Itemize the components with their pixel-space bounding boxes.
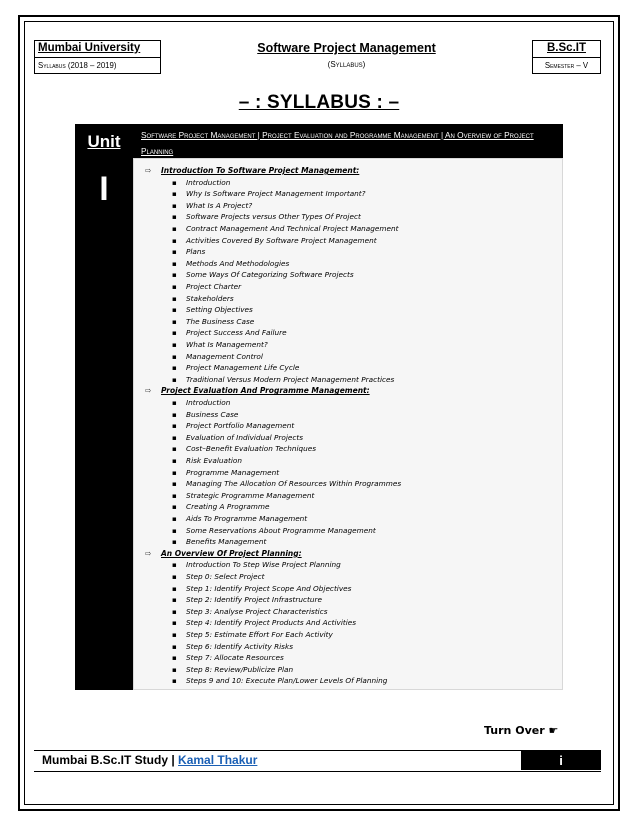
list-item-text: What Is A Project?	[186, 200, 253, 210]
list-item	[172, 294, 234, 303]
bullet-icon: ▪	[172, 619, 177, 628]
turn-over-label	[484, 724, 558, 737]
bullet-icon: ▪	[172, 665, 177, 674]
bullet-icon: ▪	[172, 329, 177, 338]
list-item	[172, 479, 401, 488]
bullet-icon: ▪	[172, 631, 177, 639]
list-item	[172, 398, 230, 407]
bullet-icon: ▪	[172, 480, 177, 489]
bullet-icon: ▪	[172, 341, 177, 349]
list-item-text: Steps 9 and 10: Execute Plan/Lower Levels Of Planning	[186, 676, 388, 686]
list-item-text: Introduction To Step Wise Project Planning	[186, 560, 341, 570]
section-title: Introduction To Software Project Management:	[161, 166, 360, 175]
bullet-icon: ▪	[172, 561, 177, 570]
arrow-icon: ⇨	[145, 386, 152, 396]
list-item	[172, 363, 299, 372]
list-item-text: Some Ways Of Categorizing Software Projects	[186, 270, 354, 280]
bullet-icon: ▪	[172, 433, 177, 442]
list-item	[172, 618, 356, 627]
list-item	[172, 247, 205, 256]
list-item-text: Managing The Allocation Of Resources Within Programmes	[186, 479, 402, 489]
author-link[interactable]: Kamal Thakur	[178, 753, 258, 767]
list-item	[172, 236, 377, 245]
list-item-text: Traditional Versus Modern Project Management Practices	[186, 374, 395, 384]
list-item-text: Why Is Software Project Management Important?	[186, 189, 366, 199]
list-item	[172, 491, 314, 500]
list-item-text: The Business Case	[186, 316, 255, 326]
list-item-text: Risk Evaluation	[186, 456, 242, 465]
footer-credit	[42, 753, 257, 767]
footer-site: Mumbai B.Sc.IT Study |	[42, 753, 175, 767]
bullet-icon: ▪	[172, 375, 177, 384]
list-item	[172, 468, 279, 477]
bullet-icon: ▪	[172, 225, 177, 233]
list-item-text: Activities Covered By Software Project Management	[186, 235, 377, 245]
bullet-icon: ▪	[172, 248, 177, 257]
section-heading	[145, 166, 359, 175]
list-item	[172, 642, 293, 651]
arrow-icon: ⇨	[145, 166, 152, 175]
list-item	[172, 375, 394, 384]
list-item	[172, 433, 303, 442]
list-item-text: What Is Management?	[186, 340, 268, 349]
syllabus-year: Syllabus (2018 – 2019)	[38, 61, 117, 70]
list-item-text: Some Reservations About Programme Management	[186, 525, 376, 535]
unit-title: Software Project Management | Project Evaluation and Programme Management | An Overview of Project Planning	[141, 130, 534, 156]
bullet-icon: ▪	[172, 457, 177, 465]
list-item	[172, 201, 252, 210]
list-item-text: Step 6: Identify Activity Risks	[186, 641, 294, 651]
bullet-icon: ▪	[172, 236, 177, 245]
list-item-text: Step 4: Identify Project Products And Activities	[186, 618, 357, 628]
list-item	[172, 584, 351, 593]
footer	[34, 750, 601, 772]
list-item-text: Strategic Programme Management	[186, 490, 315, 500]
list-item	[172, 456, 242, 465]
section-heading	[145, 549, 302, 558]
university-name: Mumbai University	[34, 40, 161, 58]
list-item	[172, 212, 361, 221]
list-item	[172, 305, 253, 314]
list-item-text: Benefits Management	[186, 537, 267, 547]
subject-title: Software Project Management	[257, 41, 436, 55]
header-left	[34, 40, 161, 74]
bullet-icon: ▪	[172, 306, 177, 315]
bullet-icon: ▪	[172, 294, 177, 303]
header-center	[161, 40, 532, 74]
list-item	[172, 526, 376, 535]
bullet-icon: ▪	[172, 259, 177, 268]
list-item	[172, 189, 366, 198]
list-item-text: Step 3: Analyse Project Characteristics	[186, 606, 328, 616]
bullet-icon: ▪	[172, 422, 177, 431]
list-item-text: Step 5: Estimate Effort For Each Activity	[186, 630, 333, 639]
list-item	[172, 514, 307, 523]
bullet-icon: ▪	[172, 654, 177, 663]
list-item-text: Software Projects versus Other Types Of Project	[186, 212, 361, 222]
list-item-text: Aids To Programme Management	[186, 514, 308, 523]
bullet-icon: ▪	[172, 596, 177, 605]
list-item-text: Management Control	[186, 351, 263, 361]
header-right	[532, 40, 601, 74]
arrow-icon: ⇨	[145, 548, 152, 558]
bullet-icon: ▪	[172, 201, 177, 210]
list-item	[172, 502, 270, 511]
list-item-text: Step 7: Allocate Resources	[186, 653, 284, 663]
list-item	[172, 607, 328, 616]
list-item	[172, 572, 264, 581]
bullet-icon: ▪	[172, 538, 177, 547]
bullet-icon: ▪	[172, 642, 177, 651]
unit-number: I	[99, 170, 109, 208]
list-item-text: Step 8: Review/Publicize Plan	[186, 664, 294, 674]
list-item-text: Programme Management	[186, 467, 280, 477]
list-item	[172, 630, 333, 639]
bullet-icon: ▪	[172, 445, 177, 454]
semester-label: Semester – V	[544, 61, 589, 70]
list-item	[172, 410, 238, 419]
list-item-text: Project Management Life Cycle	[186, 363, 300, 373]
list-item-text: Step 2: Identify Project Infrastructure	[186, 595, 323, 605]
bullet-icon: ▪	[172, 317, 177, 326]
list-item-text: Stakeholders	[186, 293, 234, 303]
list-item	[172, 224, 398, 233]
list-item-text: Creating A Programme	[186, 502, 270, 512]
section-title: Project Evaluation And Programme Management:	[161, 386, 370, 396]
list-item	[172, 259, 289, 268]
turn-over-text: Turn Over	[484, 724, 545, 737]
bullet-icon: ▪	[172, 503, 177, 512]
list-item-text: Introduction	[186, 177, 231, 187]
bullet-icon: ▪	[172, 190, 177, 199]
list-item-text: Setting Objectives	[186, 305, 253, 315]
section-heading	[145, 386, 370, 395]
page-title: – : SYLLABUS : –	[238, 92, 400, 113]
list-item	[172, 317, 254, 326]
bullet-icon: ▪	[172, 607, 177, 616]
unit-label: Unit	[87, 132, 121, 151]
list-item-text: Project Success And Failure	[186, 328, 287, 338]
bullet-icon: ▪	[172, 352, 177, 361]
list-item	[172, 595, 322, 604]
list-item	[172, 282, 241, 291]
list-item	[172, 653, 284, 662]
list-item	[172, 421, 294, 430]
list-item	[172, 270, 354, 279]
list-item	[172, 340, 268, 349]
list-item	[172, 665, 293, 674]
pointing-hand-icon: ☛	[548, 724, 559, 737]
list-item-text: Cost–Benefit Evaluation Techniques	[186, 444, 317, 454]
section-title: An Overview Of Project Planning:	[161, 548, 302, 558]
bullet-icon: ▪	[172, 573, 177, 581]
list-item-text: Contract Management And Technical Project Management	[186, 224, 399, 233]
list-item	[172, 537, 266, 546]
bullet-icon: ▪	[172, 213, 177, 222]
list-item	[172, 560, 341, 569]
list-item-text: Evaluation of Individual Projects	[186, 432, 304, 442]
bullet-icon: ▪	[172, 410, 177, 419]
course-name: B.Sc.IT	[532, 40, 601, 58]
subject-subtitle: (Syllabus)	[327, 60, 366, 69]
list-item	[172, 352, 263, 361]
bullet-icon: ▪	[172, 271, 177, 280]
bullet-icon: ▪	[172, 178, 177, 187]
bullet-icon: ▪	[172, 283, 177, 291]
bullet-icon: ▪	[172, 526, 177, 535]
list-item	[172, 178, 230, 187]
bullet-icon: ▪	[172, 364, 177, 373]
bullet-icon: ▪	[172, 584, 177, 593]
bullet-icon: ▪	[172, 491, 177, 500]
bullet-icon: ▪	[172, 399, 177, 407]
list-item-text: Project Charter	[186, 282, 242, 291]
bullet-icon: ▪	[172, 677, 177, 686]
list-item	[172, 328, 287, 337]
page-number: i	[521, 751, 601, 770]
list-item-text: Business Case	[186, 409, 239, 419]
list-item	[172, 444, 316, 453]
bullet-icon: ▪	[172, 515, 177, 523]
list-item-text: Step 0: Select Project	[186, 572, 265, 581]
list-item-text: Step 1: Identify Project Scope And Objectives	[186, 583, 352, 593]
list-item-text: Plans	[186, 247, 206, 257]
bullet-icon: ▪	[172, 468, 177, 477]
list-item-text: Project Portfolio Management	[186, 421, 295, 431]
list-item-text: Methods And Methodologies	[186, 258, 290, 268]
list-item-text: Introduction	[186, 398, 231, 407]
list-item	[172, 676, 387, 685]
